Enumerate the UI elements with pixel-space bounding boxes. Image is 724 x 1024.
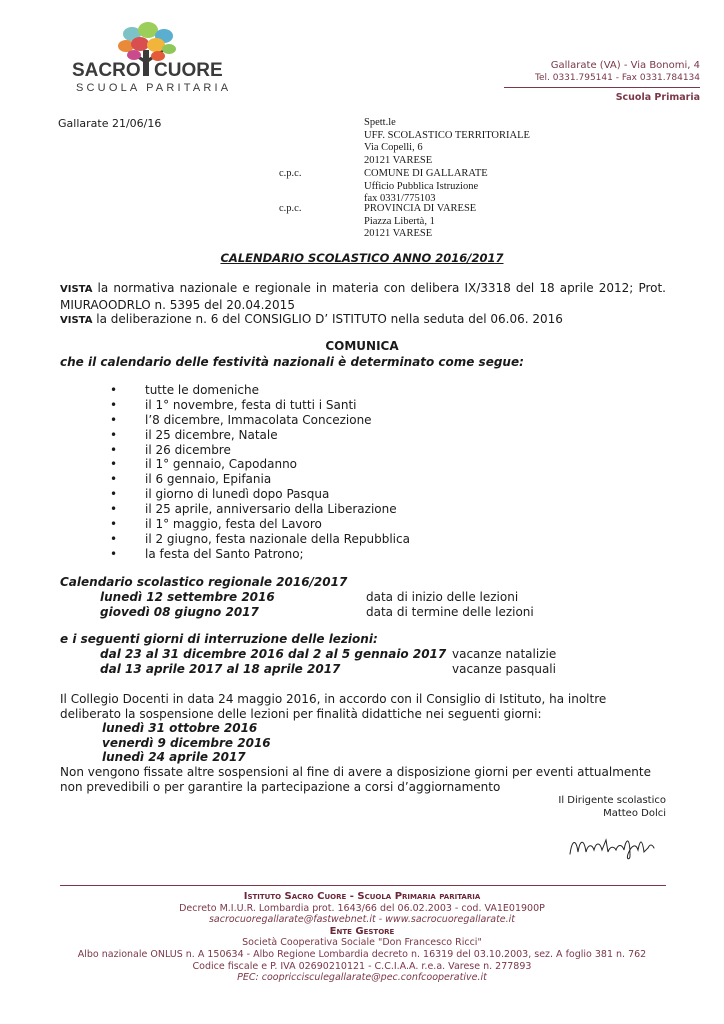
- recipient-line: 20121 VARESE: [364, 155, 433, 167]
- calendar-desc: data di termine delle lezioni: [366, 605, 534, 619]
- document-title: CALENDARIO SCOLASTICO ANNO 2016/2017: [220, 251, 504, 265]
- address-street: Gallarate (VA) - Via Bonomi, 4: [550, 60, 700, 71]
- interruption-row: [100, 662, 660, 677]
- school-address: [535, 59, 700, 85]
- list-item: • l’8 dicembre, Immacolata Concezione: [110, 413, 410, 428]
- footer-registry: Albo nazionale ONLUS n. A 150634 - Albo Regione Lombardia decreto n. 16319 del 03.10.2003, sez. A foglio 381 n. 762: [77, 948, 647, 960]
- signer-block: [558, 795, 666, 820]
- interruption-desc: vacanze pasquali: [452, 662, 556, 676]
- recipient-line: 20121 VARESE: [364, 228, 433, 240]
- signer-name: Matteo Dolci: [603, 807, 666, 819]
- calendar-date: lunedì 12 settembre 2016: [100, 590, 275, 604]
- recipient-line: Piazza Libertà, 1: [364, 215, 435, 227]
- recipient-line: Ufficio Pubblica Istruzione: [364, 180, 479, 192]
- calendar-title: Calendario scolastico regionale 2016/2017: [60, 575, 348, 589]
- recipient-line: fax 0331/775103: [364, 193, 436, 205]
- logo-name-left: SACRO: [72, 60, 141, 81]
- list-item: • il 25 dicembre, Natale: [110, 428, 410, 443]
- list-item: venerdì 9 dicembre 2016: [102, 735, 271, 750]
- calendar-row: [100, 590, 660, 605]
- recipient-line: Spett.le: [364, 117, 396, 128]
- closing-paragraph: Non vengono fissate altre sospensioni al fine di avere a disposizione giorni per eventi attualmente non prevedibili o per garantire la partecipazione a corsi d’aggiornamento: [60, 765, 651, 794]
- recipient-line: PROVINCIA DI VARESE: [364, 203, 477, 214]
- footer: [0, 891, 724, 984]
- footer-cooperative: Società Cooperativa Sociale "Don Francesco Ricci": [242, 937, 482, 949]
- holidays-intro: che il calendario delle festività nazionali è determinato come segue:: [60, 355, 524, 369]
- holidays-list: [110, 383, 410, 562]
- calendar-desc: data di inizio delle lezioni: [366, 590, 519, 604]
- cpc-label: c.p.c.: [279, 203, 302, 214]
- list-item: • tutte le domeniche: [110, 383, 410, 398]
- letter-date: Gallarate 21/06/16: [58, 117, 162, 130]
- calendar-row: [100, 605, 660, 620]
- vista-label: VISTA: [60, 284, 93, 295]
- interruptions-title: e i seguenti giorni di interruzione delle lezioni:: [60, 632, 378, 646]
- collegio-paragraph: Il Collegio Docenti in data 24 maggio 2016, in accordo con il Consiglio di Istituto, ha inoltre deliberato la sospensione delle lezioni per finalità didattiche nei seguenti giorni:: [60, 692, 607, 721]
- signer-role: Il Dirigente scolastico: [558, 795, 666, 806]
- recipient-main: [364, 117, 530, 168]
- footer-fiscal: Codice fiscale e P. IVA 02690210121 - C.C.I.A.A. r.e.a. Varese n. 277893: [192, 960, 532, 972]
- school-level: Scuola Primaria: [615, 92, 700, 103]
- footer-decree: Decreto M.I.U.R. Lombardia prot. 1643/66 del 06.02.2003 - cod. VA1E01900P: [179, 902, 545, 914]
- vista-text: la deliberazione n. 6 del CONSIGLIO D’ ISTITUTO nella seduta del 06.06. 2016: [92, 312, 563, 326]
- list-item: • il 1° gennaio, Capodanno: [110, 457, 410, 472]
- interruption-dates: dal 23 al 31 dicembre 2016 dal 2 al 5 gennaio 2017: [100, 647, 447, 661]
- vista-paragraph-1: [60, 281, 666, 312]
- recipient-provincia: [364, 203, 476, 241]
- list-item: • il 1° maggio, festa del Lavoro: [110, 517, 410, 532]
- logo-name-right: CUORE: [154, 60, 223, 81]
- address-phone-fax: Tel. 0331.795141 - Fax 0331.784134: [535, 73, 700, 83]
- interruption-desc: vacanze natalizie: [452, 647, 557, 661]
- interruption-dates: dal 13 aprile 2017 al 18 aprile 2017: [100, 662, 341, 676]
- interruption-row: [100, 647, 660, 662]
- recipient-line: COMUNE DI GALLARATE: [364, 168, 488, 179]
- header-divider: [504, 87, 700, 88]
- list-item: • il 2 giugno, festa nazionale della Repubblica: [110, 532, 410, 547]
- list-item: • il 6 gennaio, Epifania: [110, 472, 410, 487]
- footer-ente-label: Ente Gestore: [329, 925, 395, 937]
- footer-contacts: sacrocuoregallarate@fastwebnet.it - www.sacrocuoregallarate.it: [208, 914, 516, 926]
- cpc-label: c.p.c.: [279, 168, 302, 179]
- recipient-line: Via Copelli, 6: [364, 142, 423, 154]
- list-item: • il giorno di lunedì dopo Pasqua: [110, 487, 410, 502]
- vista-label: VISTA: [60, 315, 93, 326]
- handwritten-signature: [566, 830, 658, 864]
- list-item: • il 26 dicembre: [110, 443, 410, 458]
- suspension-days-list: [102, 721, 271, 765]
- list-item: • il 25 aprile, anniversario della Liberazione: [110, 502, 410, 517]
- calendar-date: giovedì 08 giugno 2017: [100, 605, 259, 619]
- vista-text: la normativa nazionale e regionale in materia con delibera IX/3318 del 18 aprile 2012; Prot. MIURAOODRLO n. 5395 del 20.04.2015: [60, 281, 666, 312]
- list-item: • il 1° novembre, festa di tutti i Santi: [110, 398, 410, 413]
- sacro-cuore-logo: [70, 20, 240, 100]
- recipient-comune: [364, 168, 488, 206]
- logo-tagline: SCUOLA PARITARIA: [76, 82, 232, 94]
- footer-pec: PEC: coopriccisculegallarate@pec.confcooperative.it: [237, 972, 487, 984]
- footer-institute: Istituto Sacro Cuore - Scuola Primaria paritaria: [243, 891, 481, 902]
- footer-divider: [60, 885, 666, 886]
- recipient-line: UFF. SCOLASTICO TERRITORIALE: [364, 129, 530, 141]
- comunica-heading: COMUNICA: [325, 339, 399, 353]
- list-item: lunedì 24 aprile 2017: [102, 750, 246, 764]
- vista-paragraph-2: [60, 312, 666, 329]
- list-item: lunedì 31 ottobre 2016: [102, 721, 258, 735]
- list-item: • la festa del Santo Patrono;: [110, 547, 410, 562]
